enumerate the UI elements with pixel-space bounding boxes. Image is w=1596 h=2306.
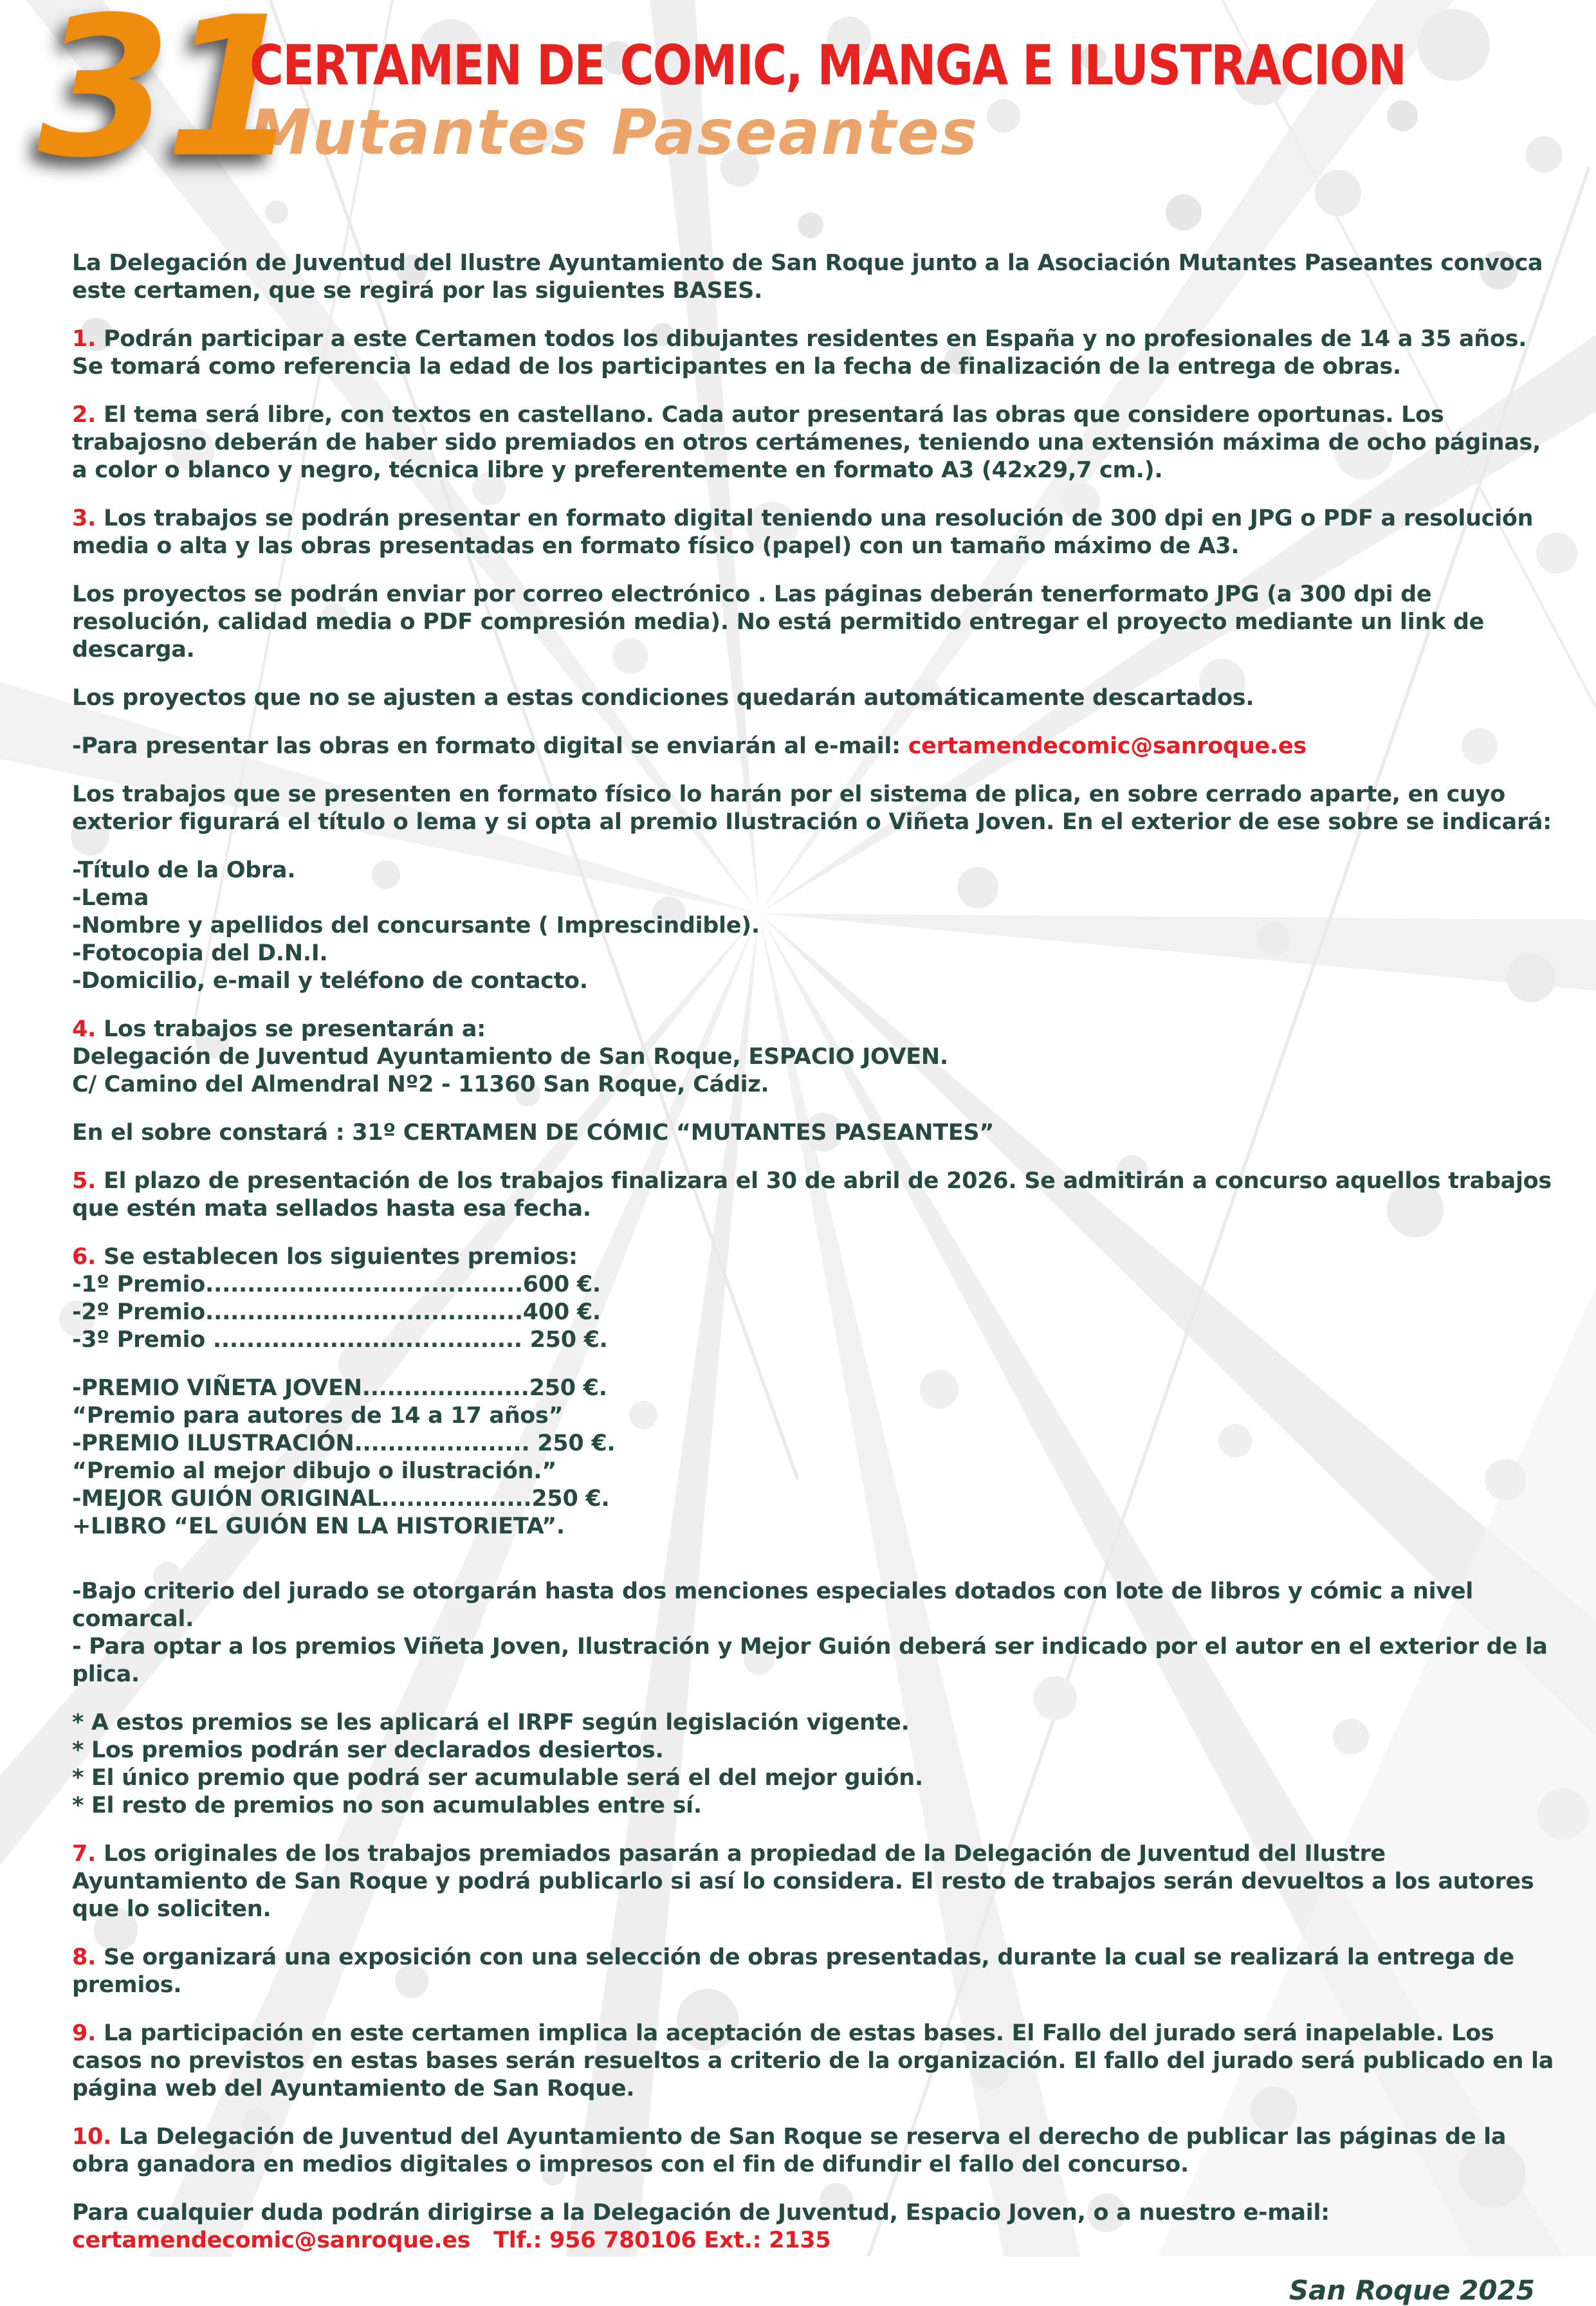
mention-jury: -Bajo criterio del jurado se otorgarán hasta dos menciones especiales dotados con lote de libros y cómic a nivel comarcal. xyxy=(72,1579,1473,1632)
prize-second: -2º Premio......................................400 €. xyxy=(72,1299,601,1325)
rule-6-text: Se establecen los siguientes premios: xyxy=(103,1244,578,1270)
intro-paragraph: La Delegación de Juventud del Ilustre Ayuntamiento de San Roque junto a la Asociación Mutantes Paseantes convoca este certamen, que se regirá por las siguientes BASES. xyxy=(72,250,1543,304)
condition-desiertos: * Los premios podrán ser declarados desiertos. xyxy=(72,1737,664,1763)
page-subtitle: Mutantes Paseantes xyxy=(250,96,978,169)
mention-opt-in: - Para optar a los premios Viñeta Joven, Ilustración y Mejor Guión deberá ser indicado por el autor en el exterior de la plica. xyxy=(72,1634,1548,1687)
rule-7-text: Los originales de los trabajos premiados pasarán a propiedad de la Delegación de Juventud del Ilustre Ayuntamiento de San Roque y podrá publicarlo si así lo considera. El resto de trabajos serán devueltos a los autores que lo soliciten. xyxy=(72,1841,1534,1922)
prize-vineta-joven: -PREMIO VIÑETA JOVEN....................250 €. xyxy=(72,1375,607,1401)
prize-ilustracion-note: “Premio al mejor dibujo o ilustración.” xyxy=(72,1458,556,1484)
edition-number: 31 xyxy=(37,0,293,200)
rule-2-text: El tema será libre, con textos en castellano. Cada autor presentará las obras que considere oportunas. Los trabajosno deberán de haber sido premiados en otros certámenes, teniendo una extensión máxima de ocho páginas, a color o blanco y negro, técnica libre y preferentemente en formato A3 (42x29,7 cm.). xyxy=(72,402,1541,483)
rule-2 xyxy=(72,401,1561,484)
envelope-item-name: -Nombre y apellidos del concursante ( Imprescindible). xyxy=(72,913,760,938)
prize-vineta-joven-note: “Premio para autores de 14 a 17 años” xyxy=(72,1403,564,1429)
envelope-item-dni: -Fotocopia del D.N.I. xyxy=(72,940,328,966)
page-title: CERTAMEN DE COMIC, MANGA E ILUSTRACION xyxy=(250,33,1406,98)
contact-text: Para cualquier duda podrán dirigirse a la Delegación de Juventud, Espacio Joven, o a nuestro e-mail: xyxy=(72,2200,1330,2226)
rule-5 xyxy=(72,1167,1561,1223)
special-mentions xyxy=(72,1578,1561,1688)
rule-9-text: La participación en este certamen implica la aceptación de estas bases. El Fallo del jurado será inapelable. Los casos no previstos en estas bases serán resueltos a criterio de la organización. El fallo del jurado será publicado en la página web del Ayuntamiento de San Roque. xyxy=(72,2020,1554,2101)
rule-4 xyxy=(72,1016,1561,1099)
rule-5-text: El plazo de presentación de los trabajos finalizara el 30 de abril de 2026. Se admitirán a concurso aquellos trabajos que estén mata sellados hasta esa fecha. xyxy=(72,1168,1552,1222)
envelope-exterior-list xyxy=(72,857,1561,995)
contact-phone: Tlf.: 956 780106 Ext.: 2135 xyxy=(493,2228,831,2253)
rule-6-prizes xyxy=(72,1243,1561,1354)
prize-first: -1º Premio......................................600 €. xyxy=(72,1272,601,1297)
rule-8-text: Se organizará una exposición con una selección de obras presentadas, durante la cual se realizará la entrega de premios. xyxy=(72,1945,1514,1998)
rule-3-text: Los trabajos se podrán presentar en formato digital teniendo una resolución de 300 dpi en JPG o PDF a resolución media o alta y las obras presentadas en formato físico (papel) con un tamaño máximo de A3. xyxy=(72,506,1534,559)
rule-6-number: 6. xyxy=(72,1244,96,1270)
special-prizes xyxy=(72,1375,1561,1541)
email-submission-paragraph: Los proyectos se podrán enviar por correo electrónico . Las páginas deberán tenerformato JPG (a 300 dpi de resolución, calidad media o PDF compresión media). No está permitido entregar el proyecto mediante un link de descarga. xyxy=(72,581,1485,663)
rule-10 xyxy=(72,2123,1561,2179)
envelope-label-line: En el sobre constará : 31º CERTAMEN DE CÓMIC “MUTANTES PASEANTES” xyxy=(72,1120,995,1146)
rule-2-number: 2. xyxy=(72,402,96,428)
digital-submission-line xyxy=(72,733,1561,760)
rule-8 xyxy=(72,1944,1561,1999)
prize-ilustracion: -PREMIO ILUSTRACIÓN..................... 250 €. xyxy=(72,1431,616,1456)
rule-1-number: 1. xyxy=(72,326,96,352)
rule-10-number: 10. xyxy=(72,2124,112,2150)
prize-guion-book: +LIBRO “EL GUIÓN EN LA HISTORIETA”. xyxy=(72,1514,565,1539)
rule-4-number: 4. xyxy=(72,1016,96,1042)
rule-7-number: 7. xyxy=(72,1841,96,1867)
rule-3 xyxy=(72,505,1561,560)
condition-no-acumulables: * El resto de premios no son acumulables entre sí. xyxy=(72,1793,702,1818)
contact-email-link[interactable]: certamendecomic@sanroque.es xyxy=(72,2228,471,2253)
rule-5-number: 5. xyxy=(72,1168,96,1194)
prize-guion-original: -MEJOR GUIÓN ORIGINAL..................250 €. xyxy=(72,1486,610,1512)
rule-4-text: Los trabajos se presentarán a: xyxy=(103,1016,486,1042)
rule-3-number: 3. xyxy=(72,506,96,531)
header xyxy=(0,0,1596,239)
main-content xyxy=(0,239,1596,2255)
prize-third: -3º Premio ..................................... 250 €. xyxy=(72,1327,608,1353)
rule-1-text: Podrán participar a este Certamen todos los dibujantes residentes en España y no profesionales de 14 a 35 años. Se tomará como referencia la edad de los participantes en la fecha de finalización de la entrega de obras. xyxy=(72,326,1527,380)
rule-8-number: 8. xyxy=(72,1945,96,1970)
digital-submission-text: -Para presentar las obras en formato digital se enviarán al e-mail: xyxy=(72,733,908,759)
rule-1 xyxy=(72,325,1561,381)
envelope-item-lema: -Lema xyxy=(72,885,149,911)
envelope-item-title: -Título de la Obra. xyxy=(72,857,296,883)
page-footer: San Roque 2025 xyxy=(1289,2274,1535,2306)
condition-acumulable: * El único premio que podrá ser acumulable será el del mejor guión. xyxy=(72,1765,923,1791)
physical-format-paragraph: Los trabajos que se presenten en formato físico lo harán por el sistema de plica, en sobre cerrado aparte, en cuyo exterior figurará el título o lema y si opta al premio Ilustración o Viñeta Joven. En el exterior de ese sobre se indicará: xyxy=(72,782,1552,835)
envelope-item-contact: -Domicilio, e-mail y teléfono de contacto. xyxy=(72,968,588,994)
digital-submission-email-link[interactable]: certamendecomic@sanroque.es xyxy=(908,733,1307,759)
discarded-paragraph: Los proyectos que no se ajusten a estas condiciones quedarán automáticamente descartados. xyxy=(72,685,1254,711)
prize-conditions xyxy=(72,1709,1561,1820)
rule-4-address-2: C/ Camino del Almendral Nº2 - 11360 San Roque, Cádiz. xyxy=(72,1072,769,1097)
rule-9-number: 9. xyxy=(72,2020,96,2046)
rule-7 xyxy=(72,1840,1561,1923)
rule-4-address-1: Delegación de Juventud Ayuntamiento de San Roque, ESPACIO JOVEN. xyxy=(72,1044,948,1070)
rule-9 xyxy=(72,2020,1561,2103)
contact-block xyxy=(72,2199,1561,2255)
rule-10-text: La Delegación de Juventud del Ayuntamiento de San Roque se reserva el derecho de publicar las páginas de la obra ganadora en medios digitales o impresos con el fin de difundir el fallo del concurso. xyxy=(72,2124,1507,2177)
condition-irpf: * A estos premios se les aplicará el IRPF según legislación vigente. xyxy=(72,1710,910,1735)
